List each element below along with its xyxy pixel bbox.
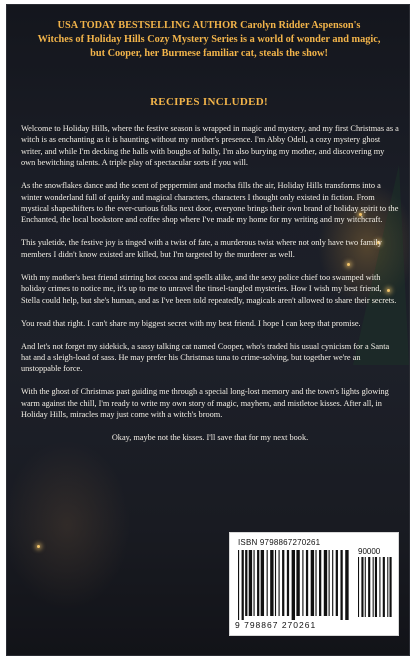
barcode-bar [296, 550, 299, 616]
barcode-bar [306, 550, 308, 616]
barcode-bar [261, 550, 264, 616]
description-paragraph: As the snowflakes dance and the scent of peppermint and mocha fills the air, Holiday Hills transforms into a winter wonderland full of quirky and magical characters, characters I thought only existed in fiction. From mystical shapeshifters to the ever-curious folks next door, everyone brings their own brand of holiday spirit to the Enchanted, the local bookstore and coffee shop where I've made my home for my writing and my witchcraft. [21, 181, 399, 225]
blurb-line-3: but Cooper, her Burmese familiar cat, steals the show! [90, 48, 328, 60]
barcode-bar [279, 550, 280, 616]
barcode-bar [324, 550, 327, 616]
isbn-digits: 9 798867 270261 [235, 620, 317, 630]
barcode-bar [315, 550, 316, 616]
description-paragraph: With my mother's best friend stirring hot cocoa and spells alike, and the sexy police chief too swamped with holiday crimes to notice me, it's up to me to unravel the tinsel-tangled mysteries. How I wish my best friend, Stella could help, but she's human, and as I've been told repeatedly, magicals aren't allowed to share their secrets. [21, 272, 397, 305]
barcode-bar [332, 550, 333, 616]
description-paragraph: And let's not forget my sidekick, a sassy talking cat named Cooper, who's traded his usual cynicism for a Santa hat and a sleigh-load of sass. He may prefer his Christmas tuna to crime-solving, but together we're an unstoppable force. [21, 341, 390, 374]
barcode-bar [267, 550, 268, 616]
description-paragraph: This yuletide, the festive joy is tinged with a twist of fate, a murderous twist where not only have two family members I didn't know existed are killed, but I'm targeted by the murderer as well. [21, 238, 382, 259]
series-blurb [25, 19, 393, 62]
barcode-bar [345, 550, 348, 620]
closing-line: Okay, maybe not the kisses. I'll save that for my next book. [111, 433, 309, 443]
barcode-bar [242, 550, 244, 620]
barcode-bar [340, 550, 342, 620]
barcode-bar [245, 550, 247, 616]
isbn-barcode [229, 532, 399, 636]
barcode-bar [390, 557, 392, 617]
barcode-bar [319, 550, 321, 616]
barcode-bar [375, 557, 377, 617]
description-paragraph: You read that right. I can't share my biggest secret with my best friend. I hope I can keep that promise. [21, 318, 361, 328]
barcode-bar [368, 557, 370, 617]
blurb-line-1 [25, 19, 393, 33]
barcode-bar [287, 550, 289, 616]
recipes-included-heading: RECIPES INCLUDED! [150, 96, 268, 108]
light-glow-icon [37, 545, 40, 548]
barcode-bar [373, 557, 374, 617]
barcode-bar [311, 550, 314, 616]
barcode-bar [292, 550, 295, 620]
barcode-bar [270, 550, 273, 616]
barcode-bar [358, 557, 359, 617]
barcode-bar [302, 550, 303, 616]
barcode-bar [238, 550, 239, 620]
barcode-bar [257, 550, 259, 616]
barcode-bar [329, 550, 330, 616]
barcode-bar [379, 557, 380, 617]
addon-barcode-bars [358, 557, 394, 617]
book-back-cover [6, 4, 410, 656]
barcode-bar [249, 550, 252, 616]
book-description [21, 123, 399, 455]
barcode-bar [387, 557, 388, 617]
bestselling-author-tag: USA TODAY BESTSELLING AUTHOR [57, 20, 238, 31]
author-name: Carolyn Ridder Aspenson's [237, 20, 361, 31]
barcode-bar [336, 550, 338, 616]
barcode-bar [383, 557, 385, 617]
barcode-bar [253, 550, 254, 616]
blurb-line-2: Witches of Holiday Hills Cozy Mystery Series is a world of wonder and magic, [37, 34, 381, 46]
barcode-bar [282, 550, 284, 616]
barcode-bar [361, 557, 363, 617]
barcode-bar [275, 550, 276, 616]
description-paragraph: With the ghost of Christmas past guiding me through a special long-lost memory and the town's lights glowing warm against the chill, I'm ready to write my own story of magic, mayhem, and mistletoe kisses. After all, in Holiday Hills, miracles may just come with a witch's broom. [21, 387, 389, 420]
price-code: 90000 [358, 547, 381, 556]
isbn-label: ISBN 9798867270261 [238, 538, 321, 547]
description-paragraph: Welcome to Holiday Hills, where the festive season is wrapped in magic and mystery, and my first Christmas as a witch is as enchanting as it is haunting without my mother's presence. I'm Abby Odell, a cozy mystery ghost writer, and while I'm decking the halls with boughs of holly, I'm also burying my mother, and discovering my own bewitching talents. A triple play of spectacular sorts if you will. [21, 124, 399, 168]
barcode-bar [365, 557, 366, 617]
ean-barcode-bars [238, 550, 350, 620]
